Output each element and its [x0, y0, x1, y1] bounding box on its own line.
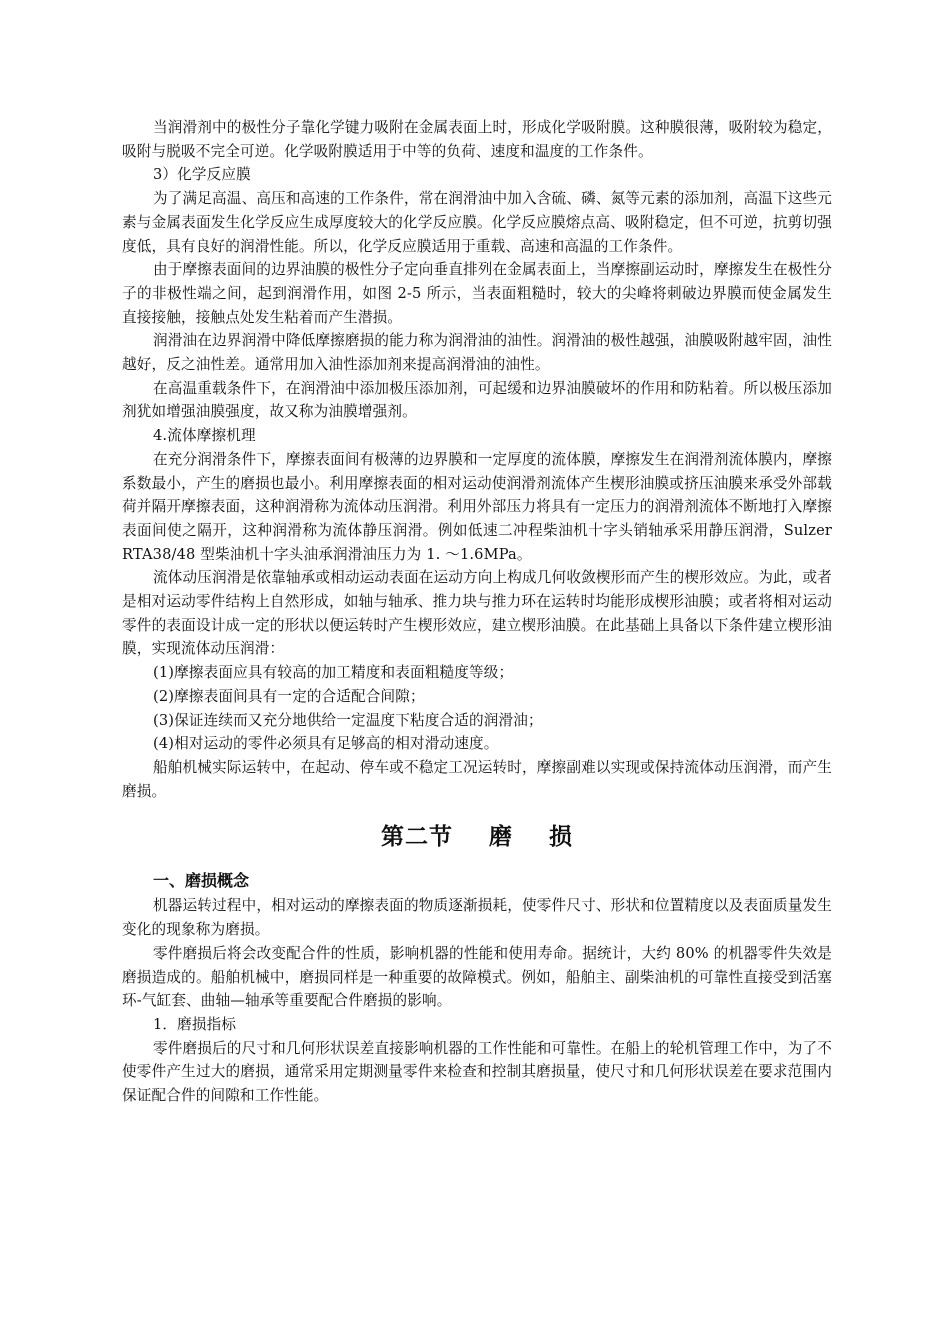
heading-chemical-reaction-film: 3）化学反应膜 — [153, 166, 251, 184]
paragraph-fluid-friction: 在充分润滑条件下，摩擦表面间有极薄的边界膜和一定厚度的流体膜，摩擦发生在润滑剂流体膜内，摩擦系数最小，产生的磨损也最小。利用摩擦表面的相对运动使润滑剂流体产生楔形油膜或挤压油膜来承受外部载荷并隔开摩擦表面，这种润滑称为流体动压润滑。利用外部压力将具有一定压力的润滑剂流体不断地打入摩擦表面间使之隔开，这种润滑称为流体静压润滑。例如低速二冲程柴油机十字头销轴承采用静压润滑，Sulzer RTA38/48 型柴油机十字头油承润滑油压力为 1. ～1.6MPa。 — [122, 450, 832, 563]
paragraph-extreme-pressure: 在高温重载条件下，在润滑油中添加极压添加剂，可起缓和边界油膜破坏的作用和防粘着。所以极压添加剂犹如增强油膜强度，故又称为油膜增强剂。 — [122, 379, 832, 421]
section-title: 第二节 磨 损 — [380, 823, 574, 851]
paragraph-oiliness: 润滑油在边界润滑中降低摩擦磨损的能力称为润滑油的油性。润滑油的极性越强，油膜吸附越牢固，油性越好，反之油性差。通常用加入油性添加剂来提高润滑油的油性。 — [122, 332, 832, 374]
list-item-condition-3: (3)保证连续而又充分地供给一定温度下粘度合适的润滑油； — [153, 711, 543, 729]
paragraph-wear-definition: 机器运转过程中，相对运动的摩擦表面的物质逐渐损耗，使零件尺寸、形状和位置精度以及表面质量发生变化的现象称为磨损。 — [122, 897, 832, 939]
list-item-condition-1: (1)摩擦表面应具有较高的加工精度和表面粗糙度等级； — [153, 664, 514, 682]
paragraph-chemical-adsorption: 当润滑剂中的极性分子靠化学键力吸附在金属表面上时，形成化学吸附膜。这种膜很薄，吸附较为稳定，吸附与脱吸不完全可逆。化学吸附膜适用于中等的负荷、速度和温度的工作条件。 — [122, 119, 832, 160]
paragraph-wear-index: 零件磨损后的尺寸和几何形状误差直接影响机器的工作性能和可靠性。在船上的轮机管理工作中，为了不使零件产生过大的磨损，通常采用定期测量零件来检查和控制其磨损量，使尺寸和几何形状误差在要求范围内保证配合件的间隙和工作性能。 — [122, 1039, 832, 1105]
paragraph-chemical-reaction-film: 为了满足高温、高压和高速的工作条件，常在润滑油中加入含硫、磷、氮等元素的添加剂，高温下这些元素与金属表面发生化学反应生成厚度较大的化学反应膜。化学反应膜熔点高、吸附稳定，但不可逆，抗剪切强度低，具有良好的润滑性能。所以，化学反应膜适用于重载、高速和高温的工作条件。 — [122, 190, 832, 255]
subheading-wear-concept: 一、磨损概念 — [153, 871, 250, 891]
list-item-condition-2: (2)摩擦表面间具有一定的合适配合间隙； — [153, 687, 425, 705]
heading-fluid-friction: 4.流体摩擦机理 — [153, 427, 256, 445]
document-page — [122, 116, 832, 1108]
paragraph-boundary-film: 由于摩擦表面间的边界油膜的极性分子定向垂直排列在金属表面上，当摩擦副运动时，摩擦发生在极性分子的非极性端之间，起到润滑作用，如图 2-5 所示，当表面粗糙时，较大的尖峰将刺破边界膜而使金属发生直接接触，接触点处发生粘着而产生潜损。 — [122, 261, 832, 326]
list-item-condition-4: (4)相对运动的零件必须具有足够高的相对滑动速度。 — [153, 735, 499, 753]
paragraph-marine-machinery: 船舶机械实际运转中，在起动、停车或不稳定工况运转时，摩擦副难以实现或保持流体动压润滑，而产生磨损。 — [122, 758, 832, 800]
paragraph-hydrodynamic: 流体动压润滑是依靠轴承或相动运动表面在运动方向上构成几何收敛楔形而产生的楔形效应。为此，或者是相对运动零件结构上自然形成，如轴与轴承、推力块与推力环在运转时均能形成楔形油膜；或者将相对运动零件的表面设计成一定的形状以便运转时产生楔形效应，建立楔形油膜。在此基础上具备以下条件建立楔形油膜，实现流体动压润滑： — [122, 569, 832, 658]
heading-wear-index: 1．磨损指标 — [153, 1015, 237, 1033]
paragraph-wear-impact: 零件磨损后将会改变配合件的性质，影响机器的性能和使用寿命。据统计，大约 80% 的机器零件失效是磨损造成的。船舶机械中，磨损同样是一种重要的故障模式。例如，船舶主、副柴油机的可靠性直接受到活塞环-气缸套、曲轴—轴承等重要配合件磨损的影响。 — [122, 944, 832, 1010]
